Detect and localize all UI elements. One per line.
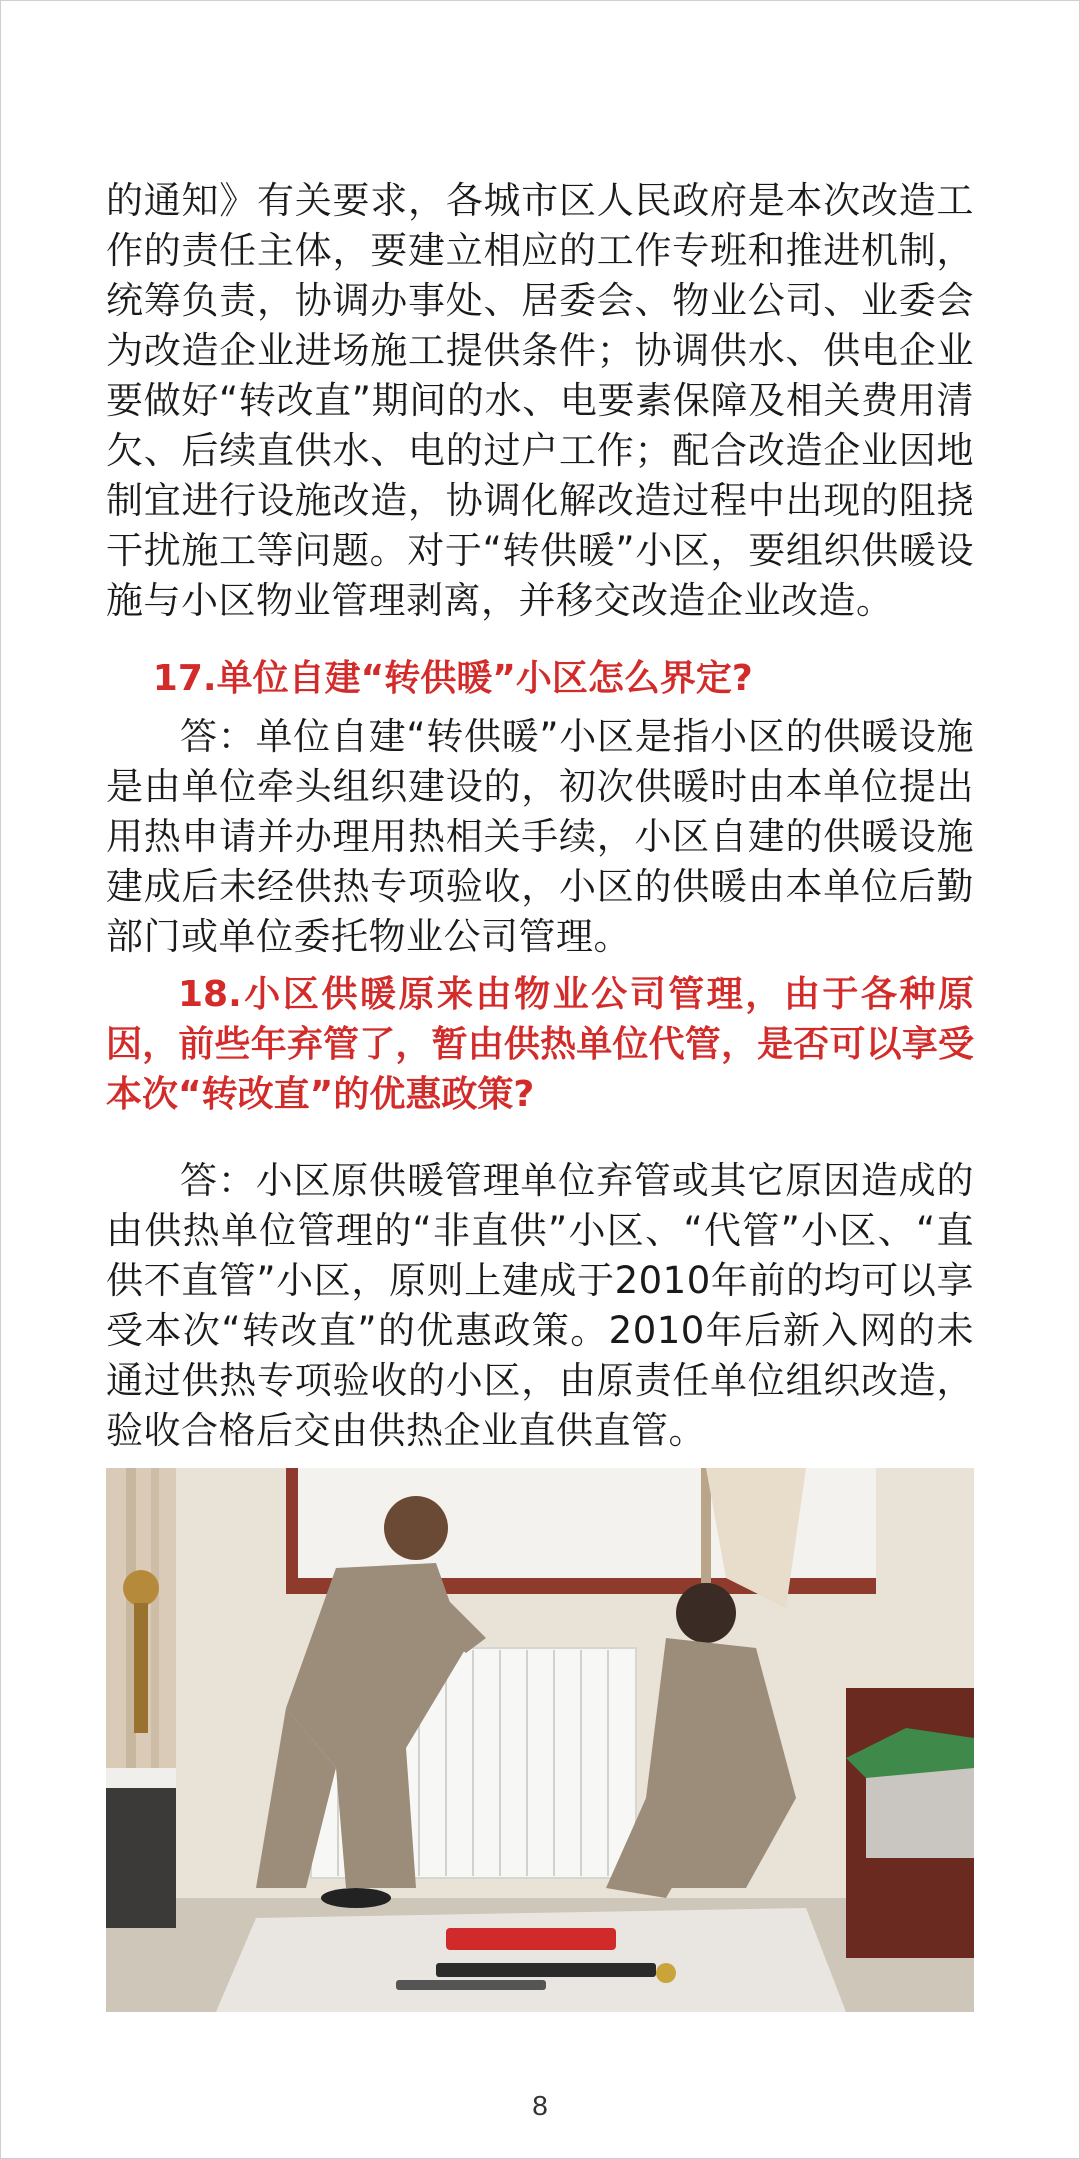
radiator-installation-photo: [106, 1468, 974, 2012]
document-body: [106, 176, 974, 1456]
question-17: 17.单位自建“转供暖”小区怎么界定?: [152, 658, 753, 699]
page-number: 8: [532, 2090, 548, 2121]
answer-17: 答：单位自建“转供暖”小区是指小区的供暖设施是由单位牵头组织建设的，初次供暖时由本单位提出用热申请并办理用热相关手续，小区自建的供暖设施建成后未经供热专项验收，小区的供暖由本单位后勤部门或单位委托物业公司管理。: [106, 715, 974, 958]
answer-18: 答：小区原供暖管理单位弃管或其它原因造成的由供热单位管理的“非直供”小区、“代管”小区、“直供不直管”小区，原则上建成于2010年前的均可以享受本次“转改直”的优惠政策。2010年后新入网的未通过供热专项验收的小区，由原责任单位组织改造，验收合格后交由供热企业直供直管。: [106, 1159, 974, 1452]
question-18: 18.小区供暖原来由物业公司管理，由于各种原因，前些年弃管了，暂由供热单位代管，是否可以享受本次“转改直”的优惠政策?: [106, 974, 974, 1115]
intro-paragraph: 的通知》有关要求，各城市区人民政府是本次改造工作的责任主体，要建立相应的工作专班和推进机制，统筹负责，协调办事处、居委会、物业公司、业委会为改造企业进场施工提供条件；协调供水、供电企业要做好“转改直”期间的水、电要素保障及相关费用清欠、后续直供水、电的过户工作；配合改造企业因地制宜进行设施改造，协调化解改造过程中出现的阻挠干扰施工等问题。对于“转供暖”小区，要组织供暖设施与小区物业管理剥离，并移交改造企业改造。: [106, 179, 974, 622]
